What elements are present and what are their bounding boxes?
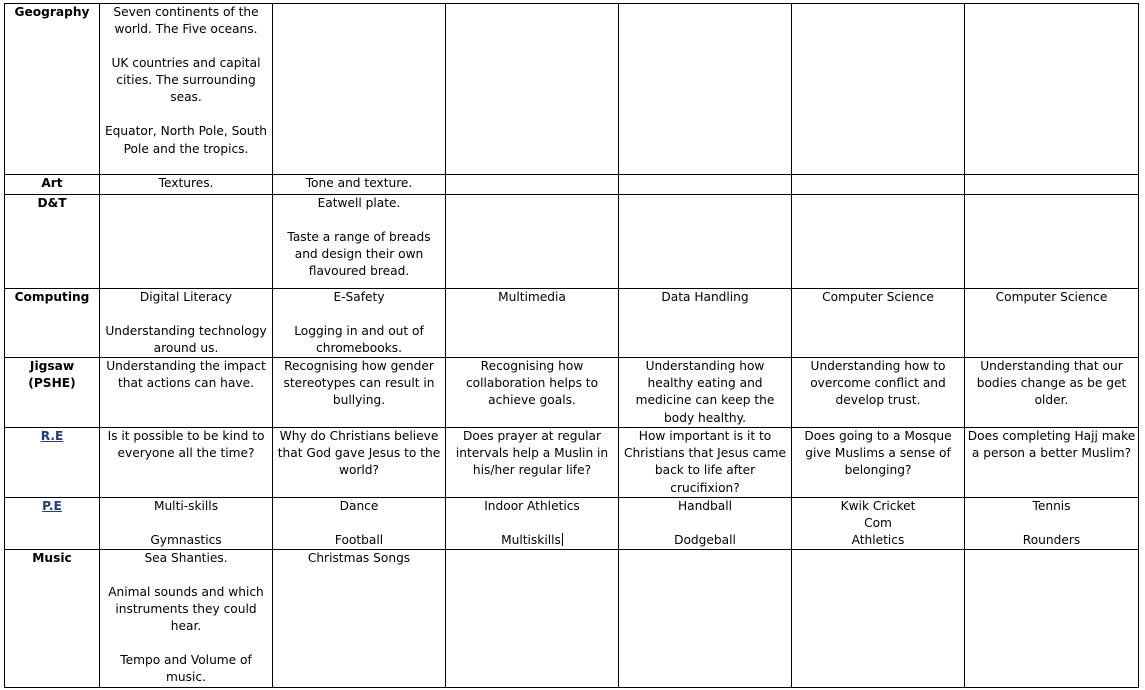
subject-label: Music xyxy=(32,550,72,565)
table-cell[interactable] xyxy=(792,175,965,195)
table-row xyxy=(5,289,1139,358)
table-cell[interactable] xyxy=(100,497,273,549)
table-cell[interactable] xyxy=(100,4,273,175)
table-cell[interactable] xyxy=(100,195,273,289)
cell-text: Football xyxy=(334,532,384,547)
subject-label[interactable]: R.E xyxy=(40,429,64,444)
cell-text: Understanding how to overcome conflict and develop trust. xyxy=(810,359,946,408)
paragraph-gap xyxy=(275,515,443,532)
cell-text: Does prayer at regular intervals help a Muslin in his/her regular life? xyxy=(455,429,609,478)
table-cell[interactable] xyxy=(446,428,619,497)
subject-cell[interactable] xyxy=(5,497,100,549)
subject-label: Art xyxy=(41,176,63,190)
text-cursor xyxy=(562,533,563,546)
table-cell[interactable] xyxy=(619,428,792,497)
subject-cell xyxy=(5,4,100,175)
cell-text: UK countries and capital cities. The surrounding seas. xyxy=(111,56,261,105)
table-cell[interactable] xyxy=(619,549,792,687)
cell-text: Recognising how collaboration helps to achieve goals. xyxy=(465,359,599,408)
table-cell[interactable] xyxy=(619,4,792,175)
cell-text: Textures. xyxy=(158,176,214,190)
subject-label: Computing xyxy=(14,290,90,304)
paragraph-gap xyxy=(102,515,270,532)
cell-text: Taste a range of breads and design their own flavoured bread. xyxy=(287,230,431,279)
table-cell[interactable] xyxy=(446,497,619,549)
cell-text: Seven continents of the world. The Five oceans. xyxy=(113,5,259,37)
table-cell[interactable] xyxy=(965,497,1139,549)
table-cell[interactable] xyxy=(792,289,965,358)
table-cell[interactable] xyxy=(100,358,273,428)
cell-text: E-Safety xyxy=(333,290,385,304)
table-cell[interactable] xyxy=(446,549,619,687)
table-cell[interactable] xyxy=(792,428,965,497)
table-cell[interactable] xyxy=(273,175,446,195)
table-cell[interactable] xyxy=(273,497,446,549)
table-cell[interactable] xyxy=(446,175,619,195)
table-cell[interactable] xyxy=(965,4,1139,175)
table-cell[interactable] xyxy=(792,4,965,175)
paragraph-gap xyxy=(102,306,270,323)
cell-text: Christmas Songs xyxy=(307,550,411,565)
cell-text: Tennis xyxy=(1032,498,1071,513)
cell-text: Does going to a Mosque give Muslims a sense of belonging? xyxy=(804,429,952,478)
cell-text: Understanding that our bodies change as be get older. xyxy=(976,359,1127,408)
table-cell[interactable] xyxy=(965,428,1139,497)
cell-text: Gymnastics xyxy=(150,532,222,547)
table-cell[interactable] xyxy=(792,497,965,549)
table-cell[interactable] xyxy=(446,289,619,358)
cell-text: Recognising how gender stereotypes can result in bullying. xyxy=(283,359,435,408)
cell-text: Understanding technology around us. xyxy=(105,324,267,356)
cell-text: How important is it to Christians that Jesus came back to life after crucifixion? xyxy=(623,429,787,495)
table-row xyxy=(5,175,1139,195)
paragraph-gap xyxy=(102,635,270,652)
cell-text: Multiskills xyxy=(501,532,561,547)
table-cell[interactable] xyxy=(619,175,792,195)
paragraph-gap xyxy=(102,567,270,584)
cell-text: Is it possible to be kind to everyone all the time? xyxy=(107,429,265,461)
cell-text: Does completing Hajj make a person a better Muslim? xyxy=(967,429,1136,461)
table-row xyxy=(5,4,1139,175)
cell-text: Logging in and out of chromebooks. xyxy=(294,324,424,356)
table-cell[interactable] xyxy=(273,549,446,687)
table-cell[interactable] xyxy=(446,195,619,289)
cell-text: Understanding the impact that actions can have. xyxy=(106,359,266,391)
table-cell[interactable] xyxy=(273,358,446,428)
table-cell[interactable] xyxy=(619,289,792,358)
table-cell[interactable] xyxy=(273,289,446,358)
table-cell[interactable] xyxy=(792,549,965,687)
cell-text: Athletics xyxy=(851,532,905,547)
table-row xyxy=(5,497,1139,549)
table-cell[interactable] xyxy=(273,195,446,289)
cell-text: Equator, North Pole, South Pole and the tropics. xyxy=(104,124,267,156)
cell-text: Handball xyxy=(677,498,733,513)
cell-text: Multimedia xyxy=(498,290,566,304)
cell-text: Digital Literacy xyxy=(139,290,233,304)
paragraph-gap xyxy=(275,212,443,229)
table-cell[interactable] xyxy=(100,289,273,358)
cell-text: Data Handling xyxy=(661,290,749,304)
cell-text: Sea Shanties. xyxy=(144,550,228,565)
table-cell[interactable] xyxy=(965,195,1139,289)
table-cell[interactable] xyxy=(446,358,619,428)
cell-text: Eatwell plate. xyxy=(317,196,401,210)
table-cell[interactable] xyxy=(965,175,1139,195)
paragraph-gap xyxy=(448,515,616,532)
table-row xyxy=(5,428,1139,497)
subject-cell xyxy=(5,358,100,428)
table-row xyxy=(5,358,1139,428)
subject-cell xyxy=(5,549,100,687)
paragraph-gap xyxy=(102,38,270,55)
cell-text: Why do Christians believe that God gave Jesus to the world? xyxy=(277,429,441,478)
subject-cell xyxy=(5,289,100,358)
table-cell[interactable] xyxy=(273,4,446,175)
table-row xyxy=(5,195,1139,289)
subject-label: Jigsaw (PSHE) xyxy=(28,359,76,391)
table-cell[interactable] xyxy=(792,358,965,428)
table-row xyxy=(5,549,1139,687)
cell-text: Multi-skills xyxy=(153,498,219,513)
subject-label: D&T xyxy=(37,196,67,210)
table-cell[interactable] xyxy=(446,4,619,175)
cell-text: Computer Science xyxy=(995,290,1108,304)
table-cell[interactable] xyxy=(965,358,1139,428)
cell-text: Dance xyxy=(339,498,379,513)
table-cell[interactable] xyxy=(100,549,273,687)
table-cell[interactable] xyxy=(619,497,792,549)
table-cell[interactable] xyxy=(619,195,792,289)
paragraph-gap xyxy=(621,515,789,532)
paragraph-gap xyxy=(275,306,443,323)
table-cell[interactable] xyxy=(273,428,446,497)
cell-text: Dodgeball xyxy=(674,532,736,547)
table-cell[interactable] xyxy=(965,549,1139,687)
subject-cell xyxy=(5,175,100,195)
paragraph-gap xyxy=(967,515,1136,532)
cell-text: Tone and texture. xyxy=(305,176,413,190)
cell-text: Com xyxy=(864,515,892,530)
cell-text: Rounders xyxy=(1022,532,1081,547)
subject-cell xyxy=(5,195,100,289)
paragraph-gap xyxy=(102,106,270,123)
cell-text: Tempo and Volume of music. xyxy=(120,653,252,685)
cell-text: Indoor Athletics xyxy=(484,498,580,513)
table-cell[interactable] xyxy=(792,195,965,289)
cell-text: Understanding how healthy eating and medicine can keep the body healthy. xyxy=(635,359,775,425)
cell-text: Kwik Cricket xyxy=(840,498,916,513)
subject-cell[interactable] xyxy=(5,428,100,497)
table-cell[interactable] xyxy=(619,358,792,428)
table-cell[interactable] xyxy=(965,289,1139,358)
curriculum-table xyxy=(4,3,1139,688)
table-cell[interactable] xyxy=(100,175,273,195)
table-cell[interactable] xyxy=(100,428,273,497)
subject-label: Geography xyxy=(14,5,90,19)
cell-text: Computer Science xyxy=(822,290,934,304)
subject-label[interactable]: P.E xyxy=(42,498,62,513)
cell-text: Animal sounds and which instruments they could hear. xyxy=(108,585,264,634)
